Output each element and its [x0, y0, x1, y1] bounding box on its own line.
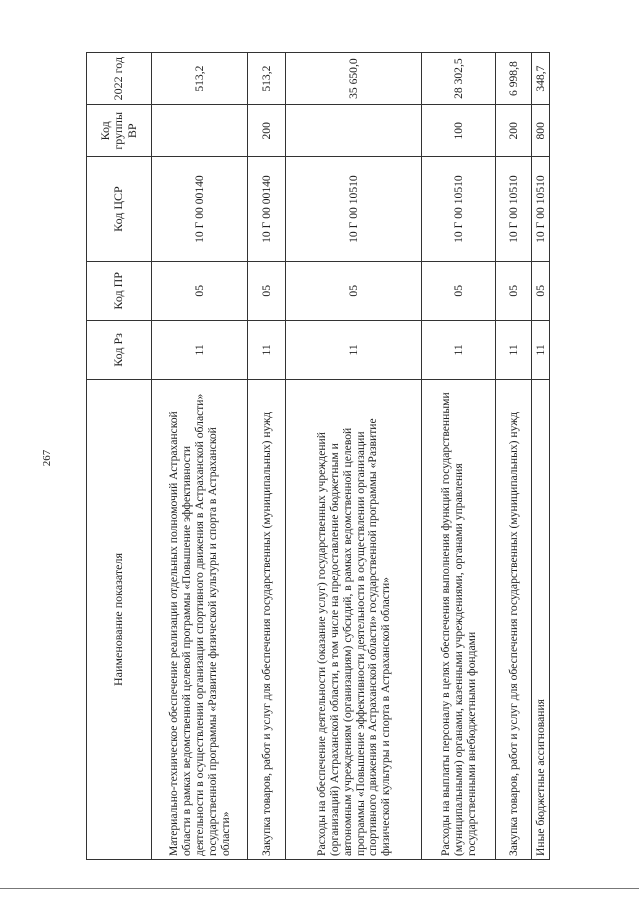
row-csr: 10 Г 00 00140 — [152, 157, 248, 261]
page-bottom-divider — [0, 888, 639, 889]
row-pr: 05 — [248, 261, 286, 320]
row-csr: 10 Г 00 00140 — [248, 157, 286, 261]
row-vr — [152, 105, 248, 157]
row-pr: 05 — [532, 261, 550, 320]
row-vr: 200 — [496, 105, 532, 157]
row-rz: 11 — [422, 320, 496, 379]
row-pr: 05 — [152, 261, 248, 320]
row-csr: 10 Г 00 10510 — [422, 157, 496, 261]
row-year: 513,2 — [248, 53, 286, 105]
header-year: 2022 год — [87, 53, 152, 105]
row-vr — [286, 105, 422, 157]
row-rz: 11 — [152, 320, 248, 379]
header-vr: Код группы ВР — [87, 105, 152, 157]
row-year: 348,7 — [532, 53, 550, 105]
row-pr: 05 — [286, 261, 422, 320]
row-name: Закупка товаров, работ и услуг для обеспечения государственных (муниципальных) нужд — [248, 379, 286, 859]
row-rz: 11 — [286, 320, 422, 379]
table-row — [532, 53, 550, 860]
budget-table — [86, 52, 550, 860]
row-name: Закупка товаров, работ и услуг для обеспечения государственных (муниципальных) нужд — [496, 379, 532, 859]
row-rz: 11 — [248, 320, 286, 379]
row-csr: 10 Г 00 10510 — [532, 157, 550, 261]
row-csr: 10 Г 00 10510 — [286, 157, 422, 261]
row-year: 6 998,8 — [496, 53, 532, 105]
table-row — [496, 53, 532, 860]
table-header-row — [87, 53, 152, 860]
header-rz: Код Рз — [87, 320, 152, 379]
page-number: 267 — [41, 449, 53, 467]
row-csr: 10 Г 00 10510 — [496, 157, 532, 261]
row-name: Иные бюджетные ассигнования — [532, 379, 550, 859]
table-row — [152, 53, 248, 860]
row-vr: 800 — [532, 105, 550, 157]
row-name: Расходы на выплаты персоналу в целях обеспечения выполнения функций государственными (муниципальными) органами, казенными учреждениями, органами управления государственными внебюджетными фондами — [422, 379, 496, 859]
row-pr: 05 — [422, 261, 496, 320]
row-pr: 05 — [496, 261, 532, 320]
header-csr: Код ЦСР — [87, 157, 152, 261]
row-year: 513,2 — [152, 53, 248, 105]
row-vr: 100 — [422, 105, 496, 157]
row-rz: 11 — [496, 320, 532, 379]
row-rz: 11 — [532, 320, 550, 379]
table-row — [286, 53, 422, 860]
budget-table-container — [86, 52, 550, 860]
table-row — [248, 53, 286, 860]
table-row — [422, 53, 496, 860]
row-year: 28 302,5 — [422, 53, 496, 105]
row-name: Материально-техническое обеспечение реализации отдельных полномочий Астраханской области в рамках ведомственной целевой программы «Повышение эффективности деятельности в осуществлении организации спортивного движения в Астраханской области» государственной программы «Развитие физической культуры и спорта в Астраханской области» — [152, 379, 248, 859]
row-name: Расходы на обеспечение деятельности (оказание услуг) государственных учреждений (организаций) Астраханской области, в том числе на предоставление бюджетным и автономным учреждениям (организациям) субсидий, в рамках ведомственной целевой программы «Повышение эффективности деятельности в осуществлении организации спортивного движения в Астраханской области» государственной программы «Развитие физической культуры и спорта в Астраханской области» — [286, 379, 422, 859]
row-vr: 200 — [248, 105, 286, 157]
header-name: Наименование показателя — [87, 379, 152, 859]
header-pr: Код ПР — [87, 261, 152, 320]
row-year: 35 650,0 — [286, 53, 422, 105]
